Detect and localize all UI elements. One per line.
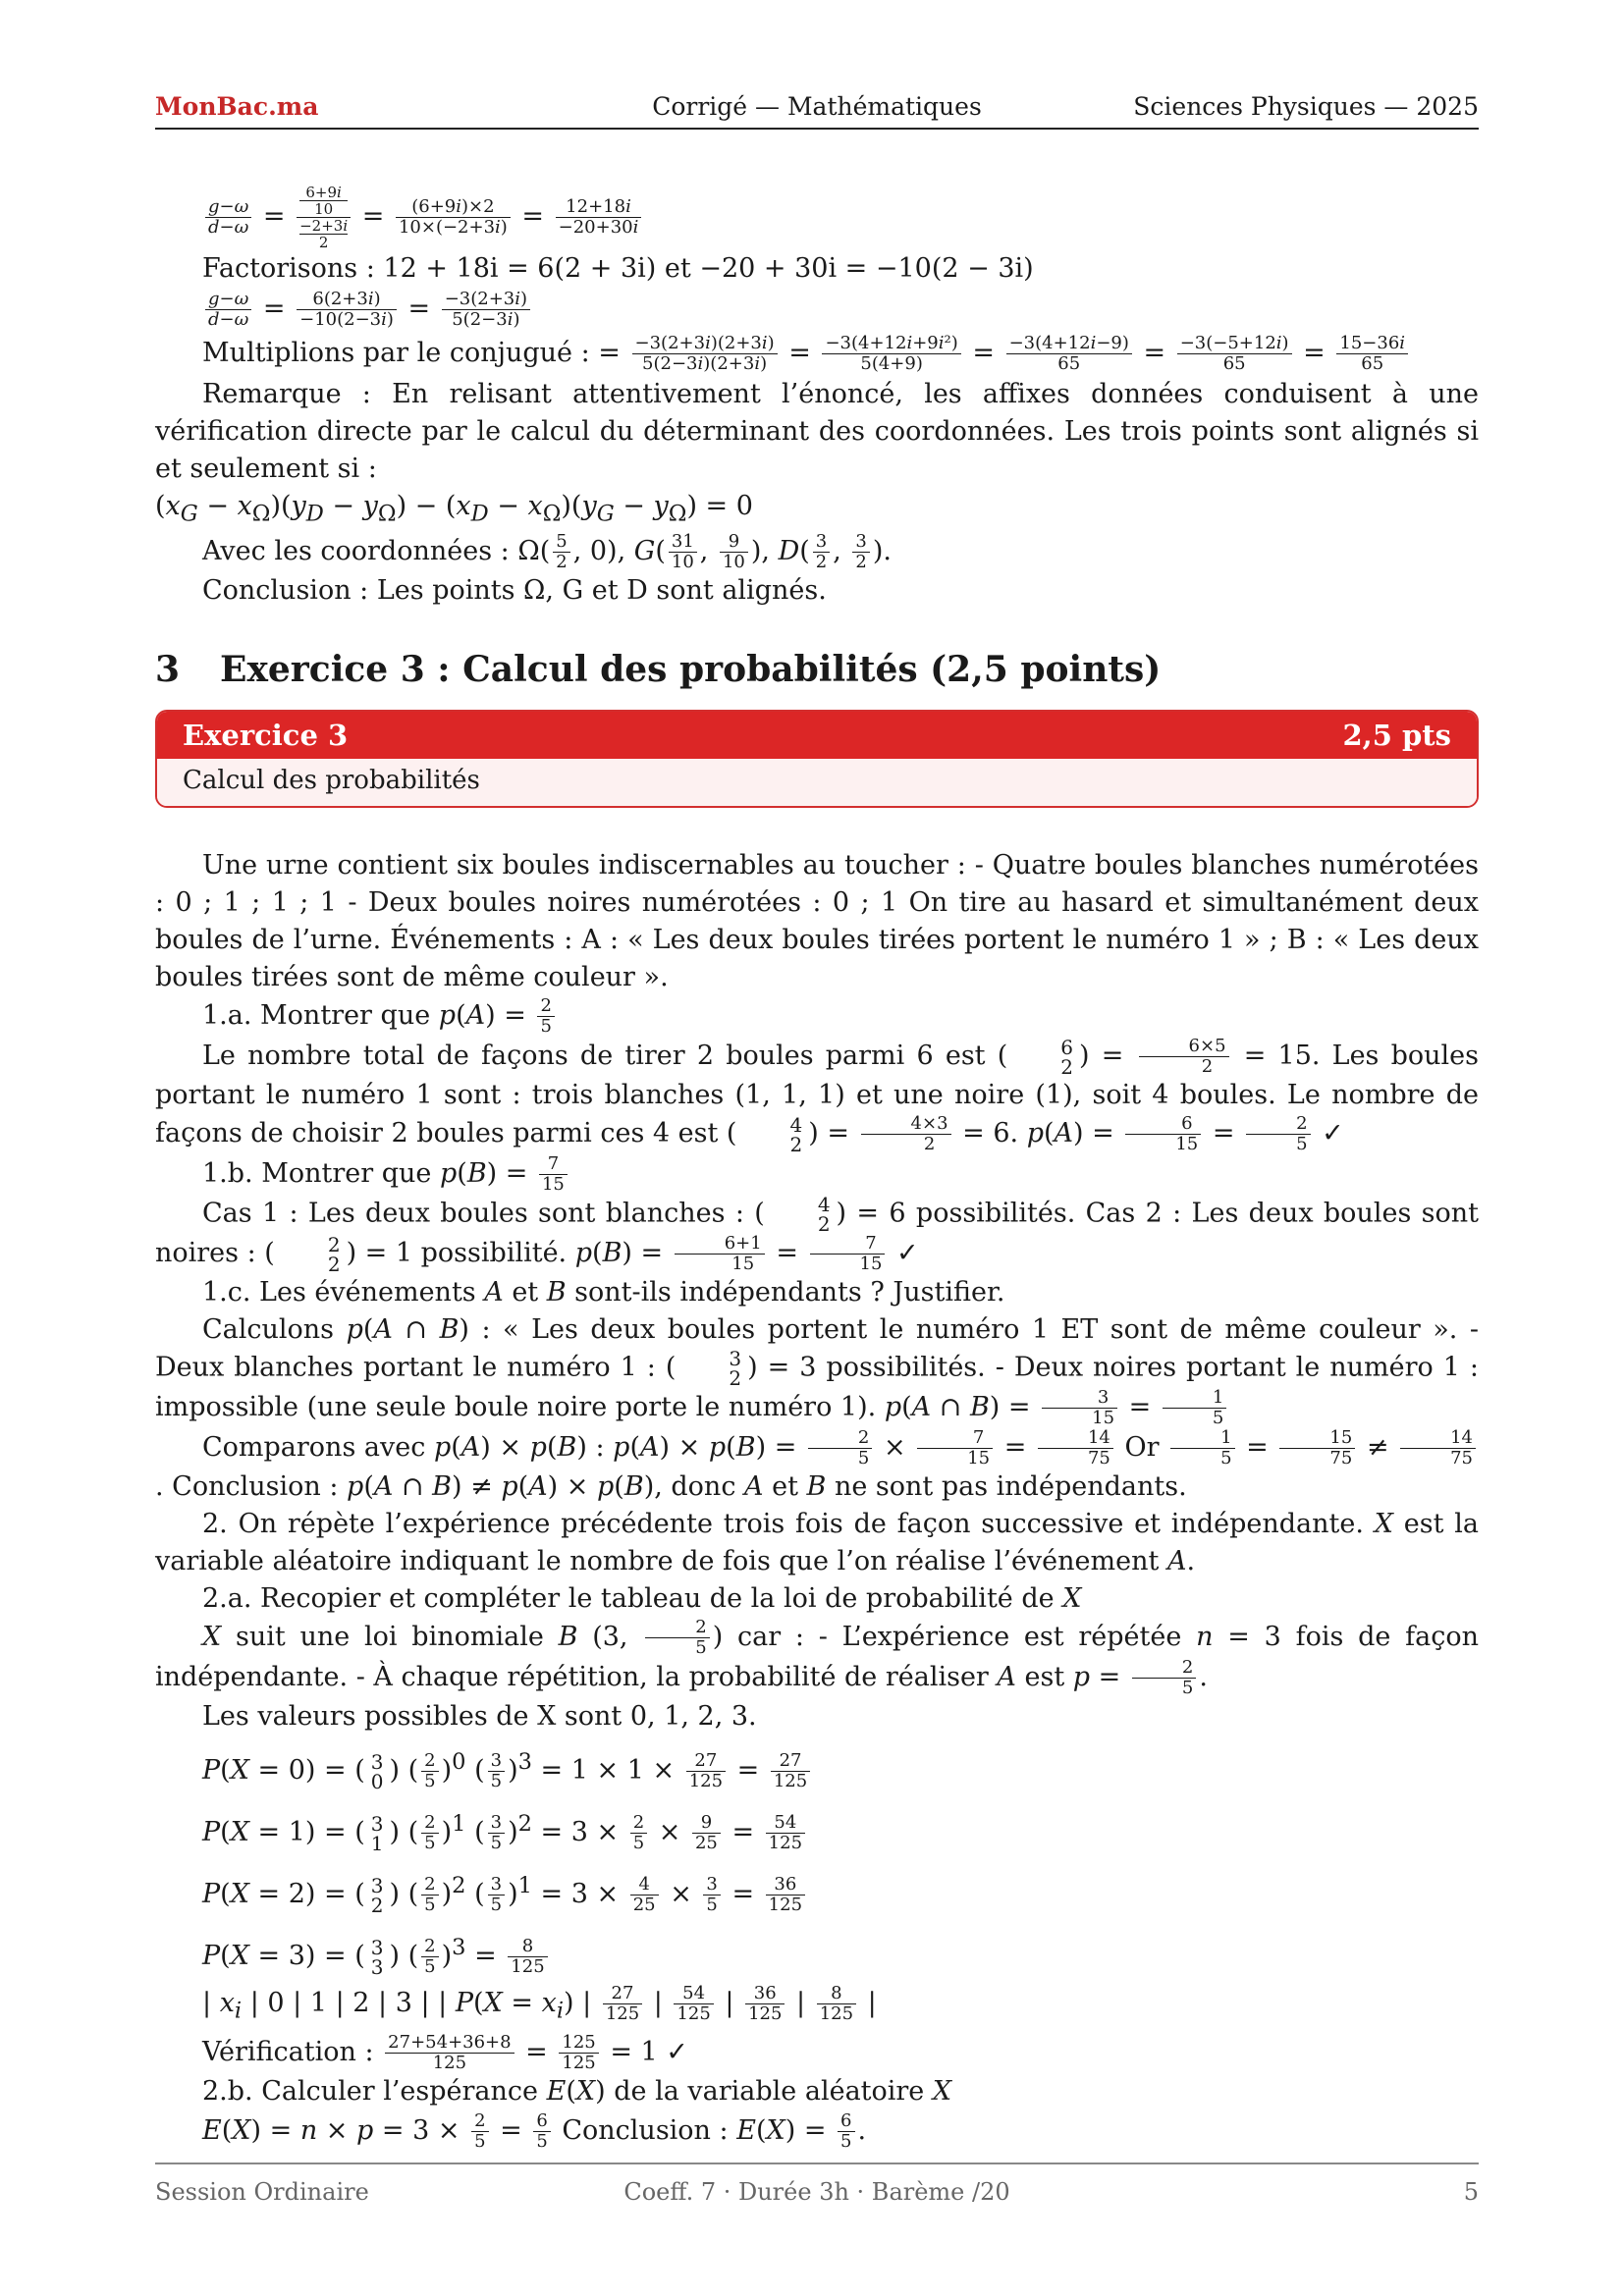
answer-1c-compare: Comparons avec p(A) × p(B) : p(A) × p(B) = $\frac{2}{5}$ × $\frac{7}{15}$ = $\frac{14}{75}$ Or $\frac{1}{5}$ = $\frac{15}{75}$ ≠ $\frac{14}{75}$ . Conclusion : p(A ∩ B) ≠ p(A) × p(B), donc A et B ne sont pas indépendants. [155, 1428, 1479, 1506]
exercise-box-points: 2,5 pts [1342, 719, 1451, 753]
exercise-box-subtitle: Calcul des probabilités [157, 759, 1477, 806]
math-line: $\frac{g-\omega}{d-\omega}$ = $\frac{6(2+3i)}{-10(2-3i)}$ = $\frac{-3(2+3i)}{5(2-3i)}$ [155, 288, 1479, 331]
question-1b: 1.b. Montrer que p(B) = $\frac{7}{15}$ [155, 1154, 1479, 1195]
values-line: Les valeurs possibles de X sont 0, 1, 2, 3. [202, 1701, 757, 1733]
page-footer [155, 2163, 1479, 2204]
answer-1c: Calculons p(A ∩ B) : « Les deux boules portent le numéro 1 ET sont de même couleur ». - Deux blanches portant le numéro 1 : ( 3 2 ) = 3 possibilités. - Deux noires portant le numéro 1 : impossible (une seule boule noire porte le numéro 1). p(A ∩ B) = $\frac{3}{15}$ = $\frac{1}{5}$ [155, 1314, 1480, 1429]
p-x-2: P(X = 2) = ( 3 2 ) ( $\frac{2}{5}$ )$^2$ ( $\frac{3}{5}$ )$^1$ = 3 × $\frac{4}{25}$ × $\frac{3}{5}$ = $\frac{36}{125}$ [155, 1859, 1479, 1921]
exercise-box-header [157, 712, 1477, 759]
verification-line: Vérification : $\frac{27+54+36+8}{125}$ = $\frac{125}{125}$ = 1 ✓ [202, 2031, 688, 2073]
question-2: 2. On répète l’expérience précédente trois fois de façon successive et indépendante. X est la variable aléatoire indiquant le nombre de fois que l’on réalise l’événement A. [155, 1509, 1479, 1577]
question-1c: 1.c. Les événements A et B sont-ils indépendants ? Justifier. [202, 1277, 1005, 1308]
answer-1b: Cas 1 : Les deux boules sont blanches : ( 4 2 ) = 6 possibilités. Cas 2 : Les deux boules sont noires : ( 2 2 ) = 1 possibilité. p(B) = $\frac{6+1}{15}$ = $\frac{7}{15}$ ✓ [155, 1193, 1480, 1276]
conclusion-line: Conclusion : Les points Ω, G et D sont alignés. [202, 575, 827, 607]
brand-logo-text[interactable]: MonBac.ma [155, 92, 319, 121]
footer-session: Session Ordinaire [155, 2178, 369, 2206]
p-x-3: P(X = 3) = ( 3 3 ) ( $\frac{2}{5}$ )$^3$ = $\frac{8}{125}$ [155, 1921, 1479, 1983]
page-header [155, 90, 1479, 130]
exercise-box-title: Exercice 3 [183, 719, 349, 753]
math-line: Multiplions par le conjugué : = $\frac{-3(2+3i)(2+3i)}{5(2-3i)(2+3i)}$ = $\frac{\text{−3(4+12i+9i²)}}{5(4+9)}$ = $\frac{-3(4+12i-9)}{65}$ = $\frac{-3(-5+12i)}{65}$ = $\frac{15-36i}{65}$ [155, 331, 1479, 376]
question-1a: 1.a. Montrer que p(A) = $\frac{2}{5}$ [155, 996, 1479, 1037]
answer-2a: X suit une loi binomiale B (3, $\frac{2}{5}$ ) car : - L’expérience est répétée n = 3 fois de façon indépendante. - À chaque répétition, la probabilité de réaliser A est p = $\frac{2}{5}$ . [155, 1617, 1479, 1699]
header-right: Sciences Physiques — 2025 [1133, 92, 1479, 121]
determinant-line: $(x_G - x_\Omega)(y_D - y_\Omega) - (x_D - x_\Omega)(y_G - y_\Omega) = 0$ [155, 491, 753, 527]
page-content [155, 185, 1479, 2152]
section-heading: 3 Exercice 3 : Calcul des probabilités (2,5 points) [155, 649, 1162, 691]
page-number: 5 [1463, 2178, 1479, 2206]
exercise-intro: Une urne contient six boules indiscernables au toucher : - Quatre boules blanches numérotées : 0 ; 1 ; 1 ; 1 - Deux boules noires numérotées : 0 ; 1 On tire au hasard et simultanément deux boules de l’urne. Événements : A : « Les deux boules tirées portent le numéro 1 » ; B : « Les deux boules tirées sont de même couleur ». [155, 850, 1479, 993]
p-x-0: P(X = 0) = ( 3 0 ) ( $\frac{2}{5}$ )$^0$ ( $\frac{3}{5}$ )$^3$ = 1 × 1 × $\frac{27}{125}$ = $\frac{27}{125}$ [155, 1735, 1479, 1797]
math-line: $\frac{g-\omega}{d-\omega}$ = 6+9i 10 −2+3i 2 = $\frac{(6+9i)\times 2}{10\times(-2+3i)}$ = $\frac{12+18i}{-20+30i}$ [155, 185, 1479, 250]
question-2a: 2.a. Recopier et compléter le tableau de la loi de probabilité de X [202, 1583, 1082, 1615]
answer-1a: Le nombre total de façons de tirer 2 boules parmi 6 est ( 6 2 ) = $\frac{6\times 5}{2}$ = 15. Les boules portant le numéro 1 sont : trois blanches (1, 1, 1) et une noire (1), soit 4 boules. Le nombre de façons de choisir 2 boules parmi ces 4 est ( 4 2 ) = $\frac{4\times 3}{2}$ = 6. p(A) = $\frac{6}{15}$ = $\frac{2}{5}$ ✓ [155, 1035, 1479, 1156]
p-x-1: P(X = 1) = ( 3 1 ) ( $\frac{2}{5}$ )$^1$ ( $\frac{3}{5}$ )$^2$ = 3 × $\frac{2}{5}$ × $\frac{9}{25}$ = $\frac{54}{125}$ [155, 1797, 1479, 1859]
remark-paragraph: Remarque : En relisant attentivement l’énoncé, les affixes données conduisent à une vérification directe par le calcul du déterminant des coordonnées. Les trois points sont alignés si et seulement si : [155, 379, 1479, 484]
footer-info: Coeff. 7 · Durée 3h · Barème /20 [623, 2178, 1010, 2206]
question-2b: 2.b. Calculer l’espérance E(X) de la variable aléatoire X [202, 2075, 952, 2107]
coordinates-line: Avec les coordonnées : Ω( $\frac{5}{2}$ , 0), G( $\frac{31}{10}$ , $\frac{9}{10}$ ), D( $\frac{3}{2}$ , $\frac{3}{2}$ ). [202, 531, 892, 573]
exercise-box [155, 710, 1479, 808]
factor-line: Factorisons : 12 + 18i = 6(2 + 3i) et −20 + 30i = −10(2 − 3i) [202, 253, 1034, 284]
header-title: Corrigé — Mathématiques [652, 92, 982, 121]
answer-2b: E(X) = n × p = 3 × $\frac{2}{5}$ = $\frac{6}{5}$ Conclusion : E(X) = $\frac{6}{5}$ . [202, 2109, 867, 2152]
probability-table-line: | $x_i$ | 0 | 1 | 2 | 3 | | $P(X = x_i)$ | $\frac{27}{125}$ | $\frac{54}{125}$ | $\frac{36}{125}$ | $\frac{8}{125}$ | [202, 1983, 877, 2025]
